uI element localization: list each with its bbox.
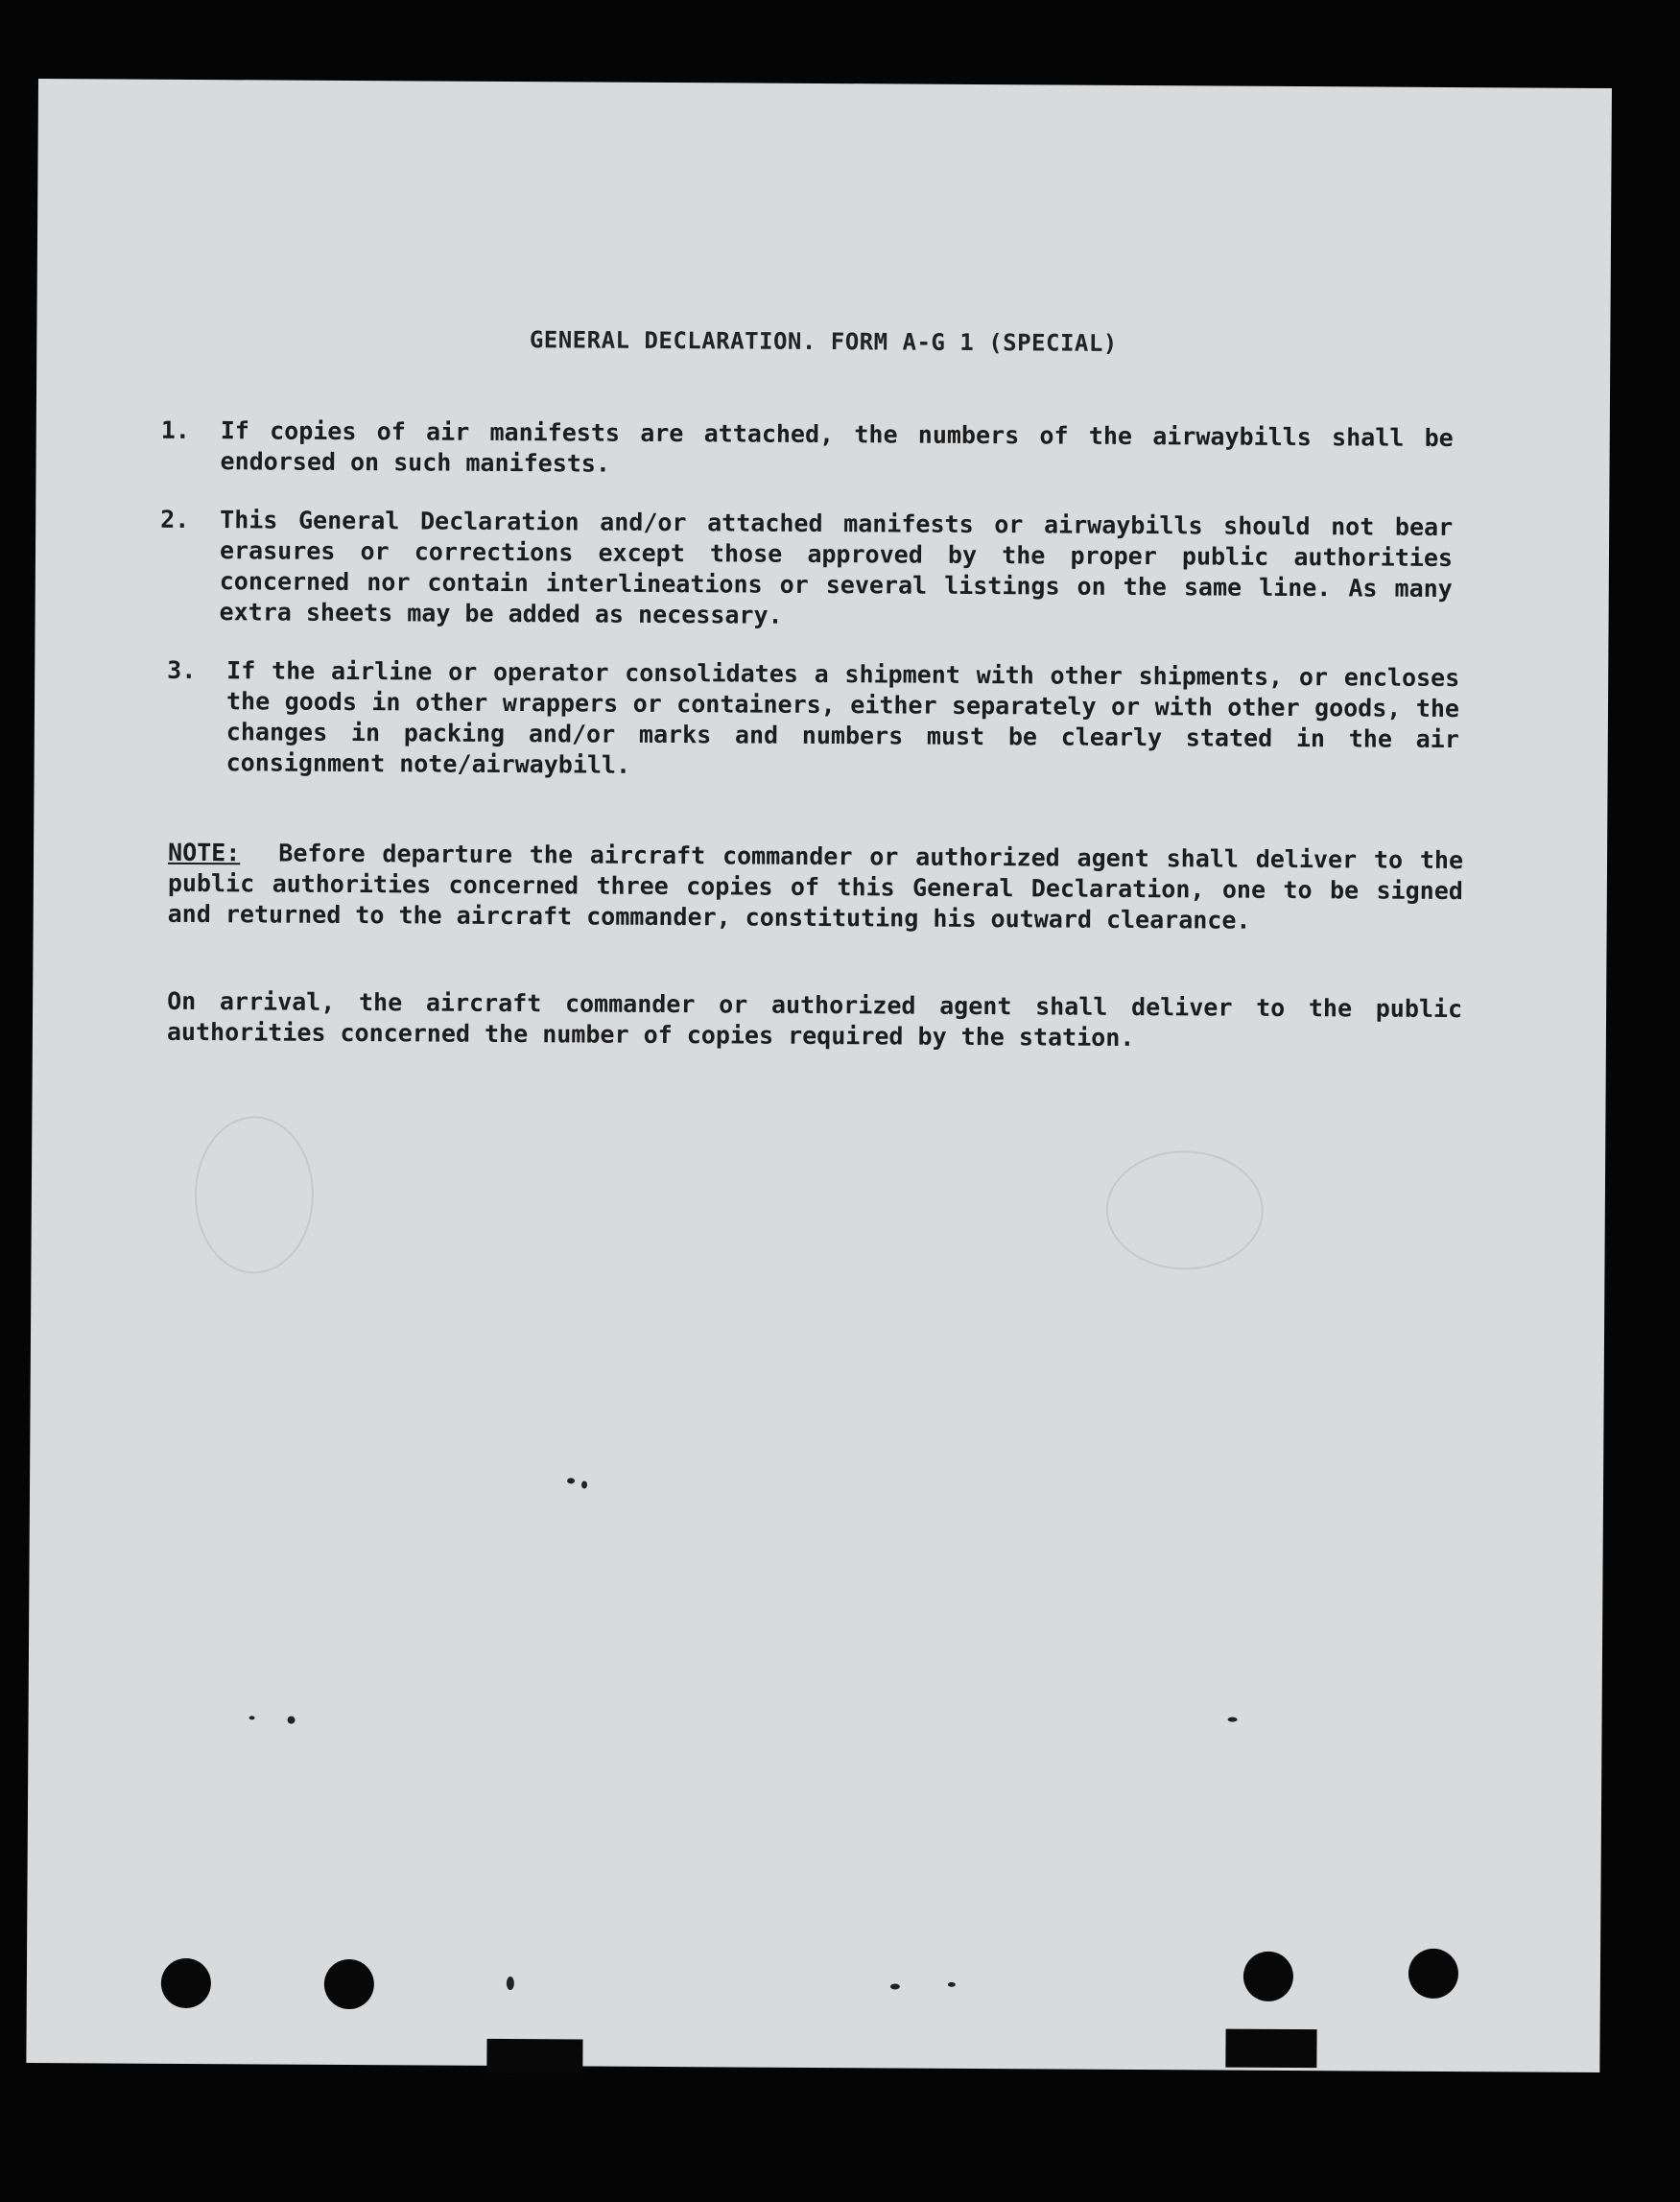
ink-speck: [890, 1983, 900, 1989]
ink-speck: [567, 1478, 575, 1483]
bleed-through-mark: [194, 1116, 314, 1274]
ink-speck: [249, 1716, 255, 1719]
binding-tab: [486, 2039, 582, 2074]
list-item-number: 2.: [160, 505, 190, 533]
document-title: GENERAL DECLARATION. FORM A-G 1 (SPECIAL): [529, 326, 1118, 357]
ink-speck: [1228, 1717, 1238, 1722]
list-item-text: This General Declaration and/or attached manifests or airwaybills should not bear erasures or corrections except those approved by the proper public authorities concerned nor contain interlineations or several listings on the same line. As many extra sheets may be added as necessary.: [219, 506, 1454, 629]
ink-speck: [948, 1982, 956, 1987]
paper-sheet: [26, 79, 1612, 2072]
punch-hole: [1243, 1952, 1293, 2001]
ink-speck: [507, 1977, 514, 1990]
list-item-text: If the airline or operator consolidates a shipment with other shipments, or encloses the goods in other wrappers or containers, either separately or with other goods, the changes in packing and/or marks and numbers must be clearly stated in the air consignment note/airwaybill.: [225, 656, 1460, 779]
list-item: [167, 655, 1510, 779]
list-item: [160, 505, 1503, 629]
ink-speck: [581, 1480, 587, 1488]
list-item: [160, 415, 1504, 478]
list-item-number: 1.: [160, 415, 190, 444]
binding-tab: [1225, 2029, 1316, 2069]
punch-hole: [161, 1958, 211, 2008]
punch-hole: [324, 1959, 374, 2009]
arrival-paragraph: On arrival, the aircraft commander or authorized agent shall deliver to the public authorities concerned the number of copies required by the station.: [166, 986, 1463, 1052]
note-label: NOTE:: [167, 838, 241, 867]
document-body: [38, 79, 1612, 1052]
list-item-number: 3.: [167, 655, 197, 685]
ink-speck: [288, 1717, 296, 1724]
punch-hole: [1408, 1949, 1458, 1999]
note-paragraph: [168, 838, 1464, 937]
note-text: Before departure the aircraft commander or authorized agent shall deliver to the public authorities concerned three copies of this General Declaration, one to be signed and returned to the aircraft commander, constituting his outward clearance.: [167, 839, 1464, 935]
bleed-through-mark: [1105, 1150, 1264, 1270]
list-item-text: If copies of air manifests are attached, the numbers of the airwaybills shall be endorsed on such manifests.: [220, 416, 1454, 478]
